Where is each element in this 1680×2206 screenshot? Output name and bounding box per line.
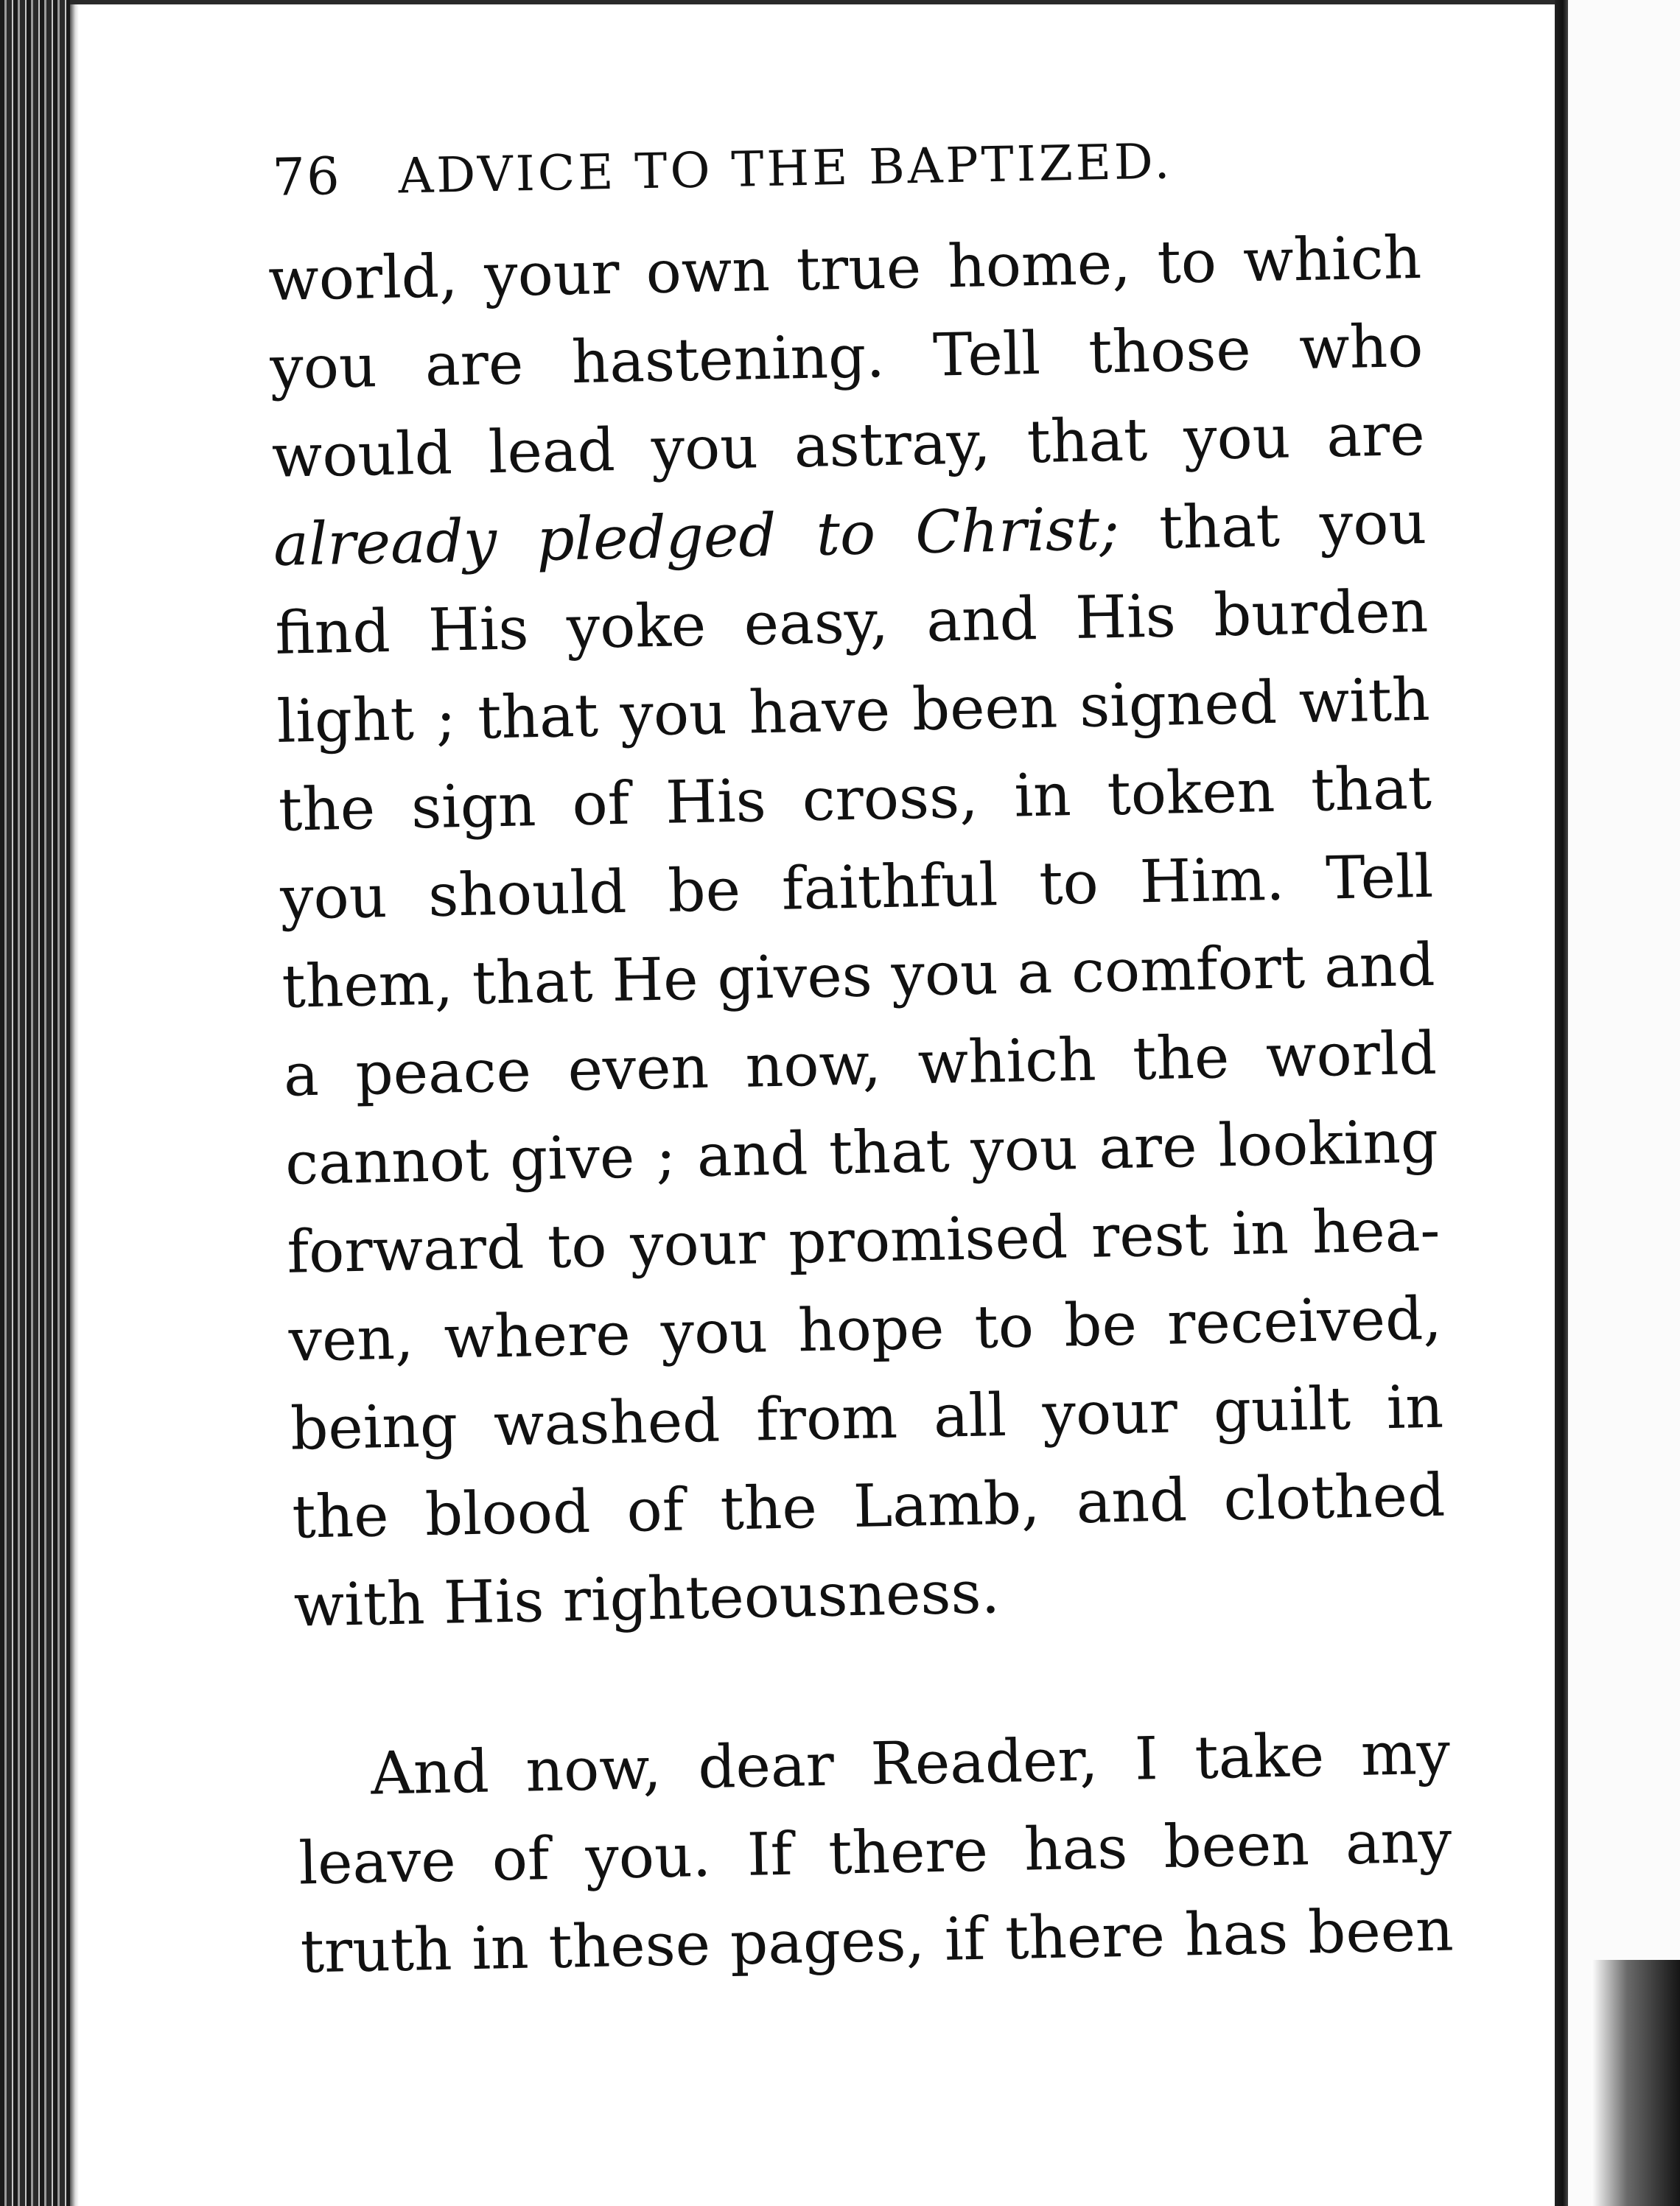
text-line: And now, dear Reader, I take my [370, 1718, 1451, 1808]
text-line: with His righteousness. [293, 1558, 1001, 1640]
text-line: truth in these pages, if there has been [299, 1895, 1455, 1986]
text-line-italic-mixed [273, 486, 1427, 589]
text-line: light ; that you have been signed with [276, 665, 1431, 756]
page-fold-edge [1555, 0, 1568, 2206]
text-line: them, that He gives you a comfort and [281, 930, 1436, 1021]
top-edge [70, 0, 1555, 4]
text-line: being washed from all your guilt in [290, 1372, 1444, 1463]
text-line: the blood of the Lamb, and clothed [291, 1460, 1446, 1552]
text-line: a peace even now, which the world [283, 1018, 1438, 1110]
text-line: cannot give ; and that you are looking [284, 1107, 1439, 1198]
text-line: would lead you astray, that you are [270, 399, 1426, 491]
text-line: you are hastening. Tell those who [269, 311, 1424, 402]
text-line: leave of you. If there has been any [298, 1807, 1453, 1898]
line-rest: that you [1119, 488, 1427, 563]
page-number: 76 [271, 146, 342, 208]
text-line: ven, where you hope to be received, [287, 1284, 1443, 1375]
running-title: ADVICE TO THE BAPTIZED. [397, 133, 1174, 205]
text-line: the sign of His cross, in token that [278, 753, 1432, 844]
adjacent-page-shadow [1592, 1960, 1680, 2206]
text-line: forward to your promised rest in hea- [286, 1195, 1441, 1286]
text-line: world, your own true home, to which [267, 223, 1422, 314]
adjacent-page [1568, 0, 1680, 2206]
italic-phrase: already pledged to Christ; [273, 494, 1120, 579]
text-line: you should be faithful to Him. Tell [279, 841, 1434, 933]
spine-shadow [70, 0, 79, 2206]
text-line: find His yoke easy, and His burden [274, 576, 1429, 668]
book-page [265, 95, 1513, 2151]
book-spine-edge [0, 0, 70, 2206]
running-head [272, 127, 1304, 208]
